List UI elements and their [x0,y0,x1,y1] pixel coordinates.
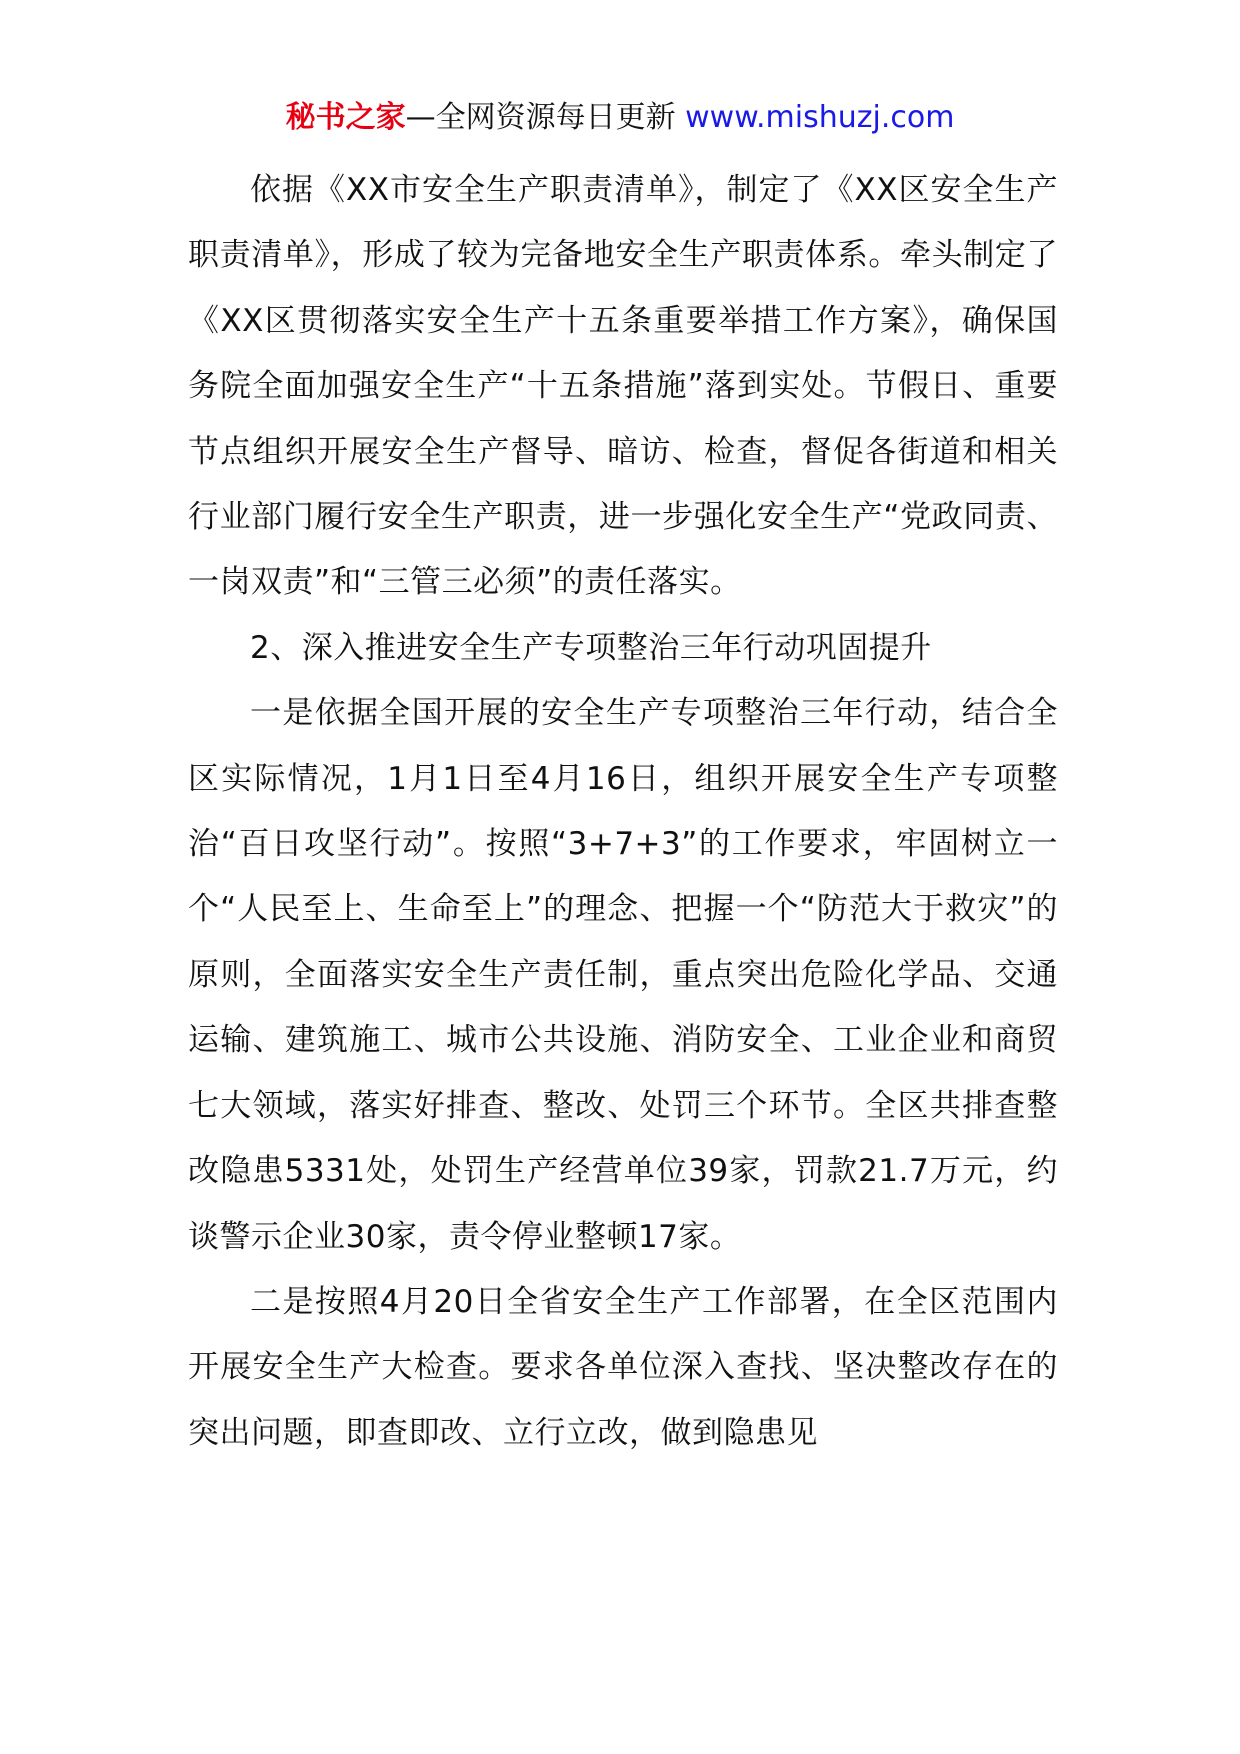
paragraph-responsibility-list: 依据《XX市安全生产职责清单》，制定了《XX区安全生产职责清单》，形成了较为完备地安全生产职责体系。牵头制定了《XX区贯彻落实安全生产十五条重要举措工作方案》，确保国务院全面加强安全生产“十五条措施”落到实处。节假日、重要节点组织开展安全生产督导、暗访、检查，督促各街道和相关行业部门履行安全生产职责，进一步强化安全生产“党政同责、一岗双责”和“三管三必须”的责任落实。 [188,172,1058,601]
paragraph-item-one: 一是依据全国开展的安全生产专项整治三年行动，结合全区实际情况，1月1日至4月16日，组织开展安全生产专项整治“百日攻坚行动”。按照“3+7+3”的工作要求，牢固树立一个“人民至上、生命至上”的理念、把握一个“防范大于救灾”的原则，全面落实安全生产责任制，重点突出危险化学品、交通运输、建筑施工、城市公共设施、消防安全、工业企业和商贸七大领域，落实好排查、整改、处罚三个环节。全区共排查整改隐患5331处，处罚生产经营单位39家，罚款21.7万元，约谈警示企业30家，责令停业整顿17家。 [188,695,1058,1255]
paragraph-item-two: 二是按照4月20日全省安全生产工作部署，在全区范围内开展安全生产大检查。要求各单位深入查找、坚决整改存在的突出问题，即查即改、立行立改，做到隐患见 [188,1283,1058,1451]
brand-name: 秘书之家 [285,100,406,135]
watermark-header [0,98,1240,138]
header-url[interactable]: www.mishuzj.com [685,100,955,135]
document-body [188,158,1058,1466]
section-heading-2: 2、深入推进安全生产专项整治三年行动巩固提升 [250,629,932,666]
header-tagline: —全网资源每日更新 [405,100,676,135]
